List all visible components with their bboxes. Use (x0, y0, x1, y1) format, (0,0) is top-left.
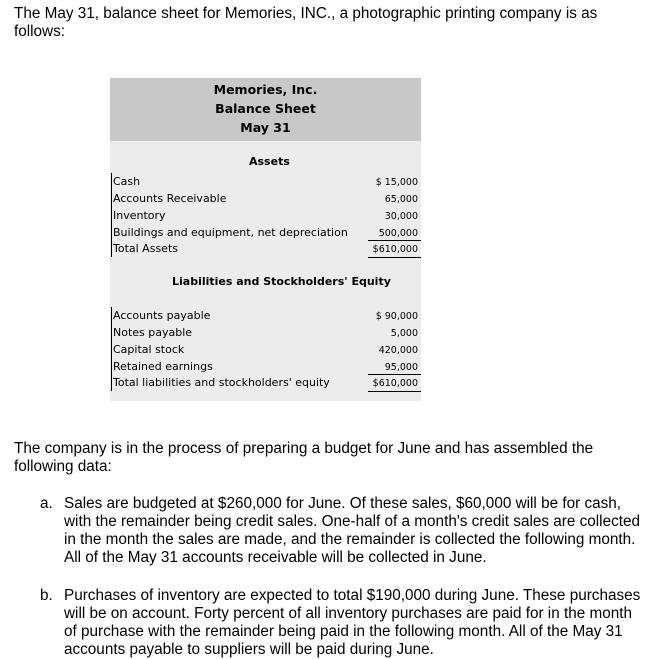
balance-sheet (110, 78, 421, 401)
statement-date: May 31 (240, 120, 291, 135)
asset-label: Buildings and equipment, net depreciation (113, 226, 348, 239)
list-item-text: Sales are budgeted at $260,000 for June. Of these sales, $60,000 will be for cash, with the remainder being credit sales. One-half of a month's credit sales are collected in the month the sales are made, and the remainder is collected the following month. All of the May 31 accounts receivable will be collected in June. (64, 495, 640, 566)
list-item-marker: b. (40, 587, 53, 604)
equity-amount: 95,000 (384, 362, 418, 373)
asset-amount: 65,000 (384, 194, 418, 205)
asset-amount: $ 15,000 (375, 177, 418, 188)
liabilities-heading: Liabilities and Stockholders' Equity (172, 275, 391, 288)
intro-text: The May 31, balance sheet for Memories, INC., a photographic printing company is as follows: (14, 5, 598, 40)
company-name: Memories, Inc. (213, 82, 318, 97)
subtotal-underline (368, 240, 421, 241)
list-item (40, 495, 645, 567)
liability-label: Notes payable (113, 326, 193, 339)
total-liabilities-amount: $610,000 (372, 378, 418, 389)
list-item-marker: a. (40, 495, 53, 512)
equity-amount: 420,000 (378, 345, 418, 356)
statement-title: Balance Sheet (215, 101, 316, 116)
list-item-text: Purchases of inventory are expected to total $190,000 during June. These purchases will be on account. Forty percent of all inventory purchases are paid for in the month of purchase with the remainder being paid in the following month. All of the May 31 accounts payable to suppliers will be paid during June. (64, 587, 641, 658)
list-item (40, 587, 645, 659)
total-assets-label: Total Assets (113, 242, 178, 255)
asset-label: Cash (113, 175, 141, 188)
equity-label: Capital stock (113, 343, 185, 356)
asset-label: Inventory (113, 209, 166, 222)
liabilities-left-border (111, 307, 112, 391)
liability-amount: 5,000 (390, 328, 418, 339)
total-underline (368, 391, 421, 392)
asset-label: Accounts Receivable (113, 192, 227, 205)
asset-amount: 500,000 (378, 228, 418, 239)
liability-label: Accounts payable (113, 309, 211, 322)
equity-label: Retained earnings (113, 360, 213, 373)
total-liabilities-label: Total liabilities and stockholders' equity (113, 376, 330, 389)
total-assets-amount: $610,000 (372, 244, 418, 255)
assets-left-border (111, 173, 112, 257)
subtotal-underline (368, 374, 421, 375)
assets-heading: Assets (249, 155, 290, 168)
liability-amount: $ 90,000 (375, 311, 418, 322)
asset-amount: 30,000 (384, 211, 418, 222)
balance-sheet-body (110, 141, 421, 401)
total-underline (368, 257, 421, 258)
balance-sheet-header (110, 78, 421, 141)
budget-intro-paragraph: The company is in the process of preparing a budget for June and has assembled the following data: (14, 440, 594, 475)
